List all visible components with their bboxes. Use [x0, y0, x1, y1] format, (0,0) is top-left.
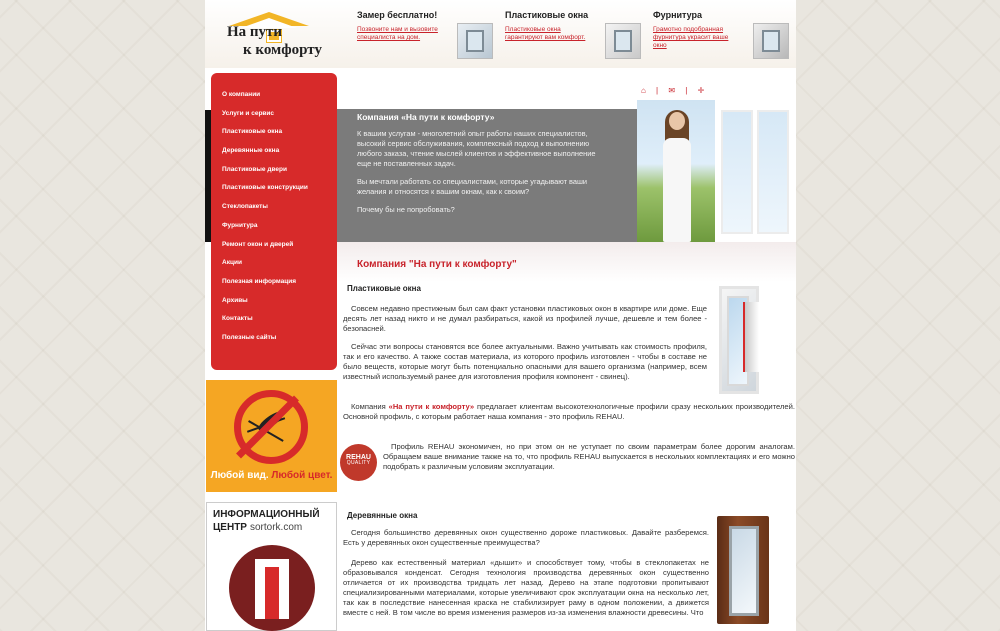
rehau-logo-text: REHAU [346, 454, 371, 461]
promo-thumbnail[interactable] [605, 23, 641, 59]
woman-dress [663, 138, 691, 242]
woman-figure [659, 112, 695, 242]
woman-head [669, 112, 685, 130]
window-icon [614, 30, 632, 52]
plastic-window-image [715, 282, 770, 400]
window-profile [743, 302, 759, 372]
menu-item-plastic-doors[interactable]: Пластиковые двери [222, 165, 287, 173]
section-title-wooden: Деревянные окна [347, 511, 418, 520]
menu-item-repair[interactable]: Ремонт окон и дверей [222, 240, 294, 248]
menu-item-wooden-windows[interactable]: Деревянные окна [222, 147, 280, 155]
paragraph [343, 402, 795, 422]
open-window-frame [715, 100, 796, 242]
banner-photo [637, 100, 796, 242]
promo-thumbnail[interactable] [753, 23, 789, 59]
ad-tagline-part2: Любой цвет. [271, 470, 333, 481]
main-content [337, 242, 796, 631]
handle-icon [762, 30, 780, 52]
promo-hardware [653, 10, 793, 62]
menu-item-about[interactable]: О компании [222, 91, 261, 98]
window-icon [466, 30, 484, 52]
menu-item-plastic-constructions[interactable]: Пластиковые конструкции [222, 184, 308, 192]
promo-title: Замер бесплатно! [357, 10, 438, 20]
promo-title: Фурнитура [653, 10, 703, 20]
page-container [205, 0, 796, 631]
logo-text-line2: к комфорту [243, 42, 322, 58]
menu-item-useful-sites[interactable]: Полезные сайты [222, 333, 277, 341]
intro-banner [337, 109, 637, 242]
promo-link[interactable]: Грамотно подобранная фурнитура украсит ваше окно [653, 26, 729, 50]
menu-item-archives[interactable]: Архивы [222, 296, 248, 304]
building-logo-icon [229, 545, 315, 631]
menu-item-hardware[interactable]: Фурнитура [222, 221, 258, 229]
main-menu [211, 73, 337, 370]
promo-link[interactable]: Пластиковые окна гарантируют вам комфорт. [505, 26, 586, 42]
promo-measurement [357, 10, 497, 62]
paragraph: Совсем недавно престижным был сам факт установки пластиковых окон в квартире или доме. Еще десять лет назад никто и не думал разбираться, какой из профилей лучше, дешевле и тем более - безопасней. [343, 304, 707, 334]
menu-item-useful-info[interactable]: Полезная информация [222, 277, 297, 285]
banner-paragraph: К вашим услугам - многолетний опыт работы наших специалистов, высокий сервис обслуживания, комплексный подход к выполнению любого заказа, чтение мыслей клиентов и эффективное выполнение еще не поставленных задач. [357, 129, 596, 168]
window-pane [757, 110, 789, 234]
promo-title: Пластиковые окна [505, 10, 589, 20]
company-name-highlight[interactable]: «На пути к комфорту» [388, 402, 475, 411]
building-part [265, 567, 279, 619]
menu-item-contacts[interactable]: Контакты [222, 315, 253, 323]
ad-tagline [206, 470, 337, 481]
paragraph: Сейчас эти вопросы становятся все более актуальными. Важно учитывать как стоимость профиля, так и его качество. А также состав материала, из которого профиль изготовлен - чтобы в составе не было веществ, которые могут быть потенциально опасными для вашего организма (например, всем известный используемый ранее для изготовления профиля компонент - свинец). [343, 342, 707, 382]
text-run: Компания [351, 402, 389, 411]
mosquito-net-ad[interactable] [206, 380, 337, 492]
promo-link[interactable]: Позвоните нам и вызовите специалиста на дом. [357, 26, 438, 42]
menu-list [211, 73, 337, 352]
menu-side-tab [205, 110, 211, 242]
ad-site-name: sortork.com [249, 522, 303, 533]
promo-plastic-windows [505, 10, 645, 62]
site-logo[interactable] [223, 10, 323, 62]
text-run: предлагает клиентам высокотехнологичные профили сразу нескольких производителей. Основной профиль, с которым работает наша компания - это профиль REHAU. [343, 402, 796, 422]
ad-title-line2 [213, 522, 302, 533]
ad-title-line1: ИНФОРМАЦИОННЫЙ [213, 509, 320, 520]
info-center-ad[interactable] [206, 502, 337, 631]
paragraph: Сегодня большинство деревянных окон существенно дороже пластиковых. Давайте разберемся. Есть у деревянных окон существенные преимущества? [343, 528, 709, 548]
ad-title-center: ЦЕНТР [213, 522, 247, 533]
section-title-plastic: Пластиковые окна [347, 284, 421, 293]
paragraph: Дерево как естественный материал «дышит» и способствует тому, чтобы в стеклопакетах не образовывался конденсат. Сегодня технология производства деревянных окон существенно отличается от их производства тридцать лет назад. Дерево на этапе подготовки пропитывают специализированными материалами, которые увеличивают срок эксплуатации окна на несколько лет, так как в последствие нанесенная краска не стабилизирует раму в одном положении, а движется вместе с ней. В том числе во время изменения размеров из-за изменения влажности древесины. Что [343, 558, 709, 618]
top-utility-icons[interactable]: ⌂ | ✉ | ✛ [641, 86, 709, 95]
wood-glass [729, 526, 759, 616]
banner-paragraph: Почему бы не попробовать? [357, 204, 455, 214]
banner-paragraph: Вы мечтали работать со специалистами, которые угадывают ваши желания и относятся к вашим окнам, как к своим? [357, 176, 588, 196]
menu-item-services[interactable]: Услуги и сервис [222, 109, 275, 117]
menu-item-promotions[interactable]: Акции [222, 259, 242, 267]
ad-tagline-part1: Любой вид. [210, 470, 269, 481]
rehau-logo-subtext: QUALITY [346, 460, 371, 467]
content-heading: Компания "На пути к комфорту" [357, 259, 517, 270]
menu-item-plastic-windows[interactable]: Пластиковые окна [222, 128, 283, 136]
wooden-window-image [715, 512, 775, 627]
menu-item-glazing[interactable]: Стеклопакеты [222, 203, 268, 211]
promo-thumbnail[interactable] [457, 23, 493, 59]
paragraph: Профиль REHAU экономичен, но при этом он не уступает по своим параметрам более дорогим аналогам. Обращаем ваше внимание также на то, что профиль REHAU выпускается в нескольких комплектациях и его можно подобрать к различным условиям эксплуатации. [383, 442, 795, 472]
window-pane [721, 110, 753, 234]
header [205, 0, 796, 68]
rehau-logo [340, 444, 377, 481]
banner-title: Компания «На пути к комфорту» [357, 112, 495, 122]
logo-text-line1: На пути [227, 24, 283, 40]
